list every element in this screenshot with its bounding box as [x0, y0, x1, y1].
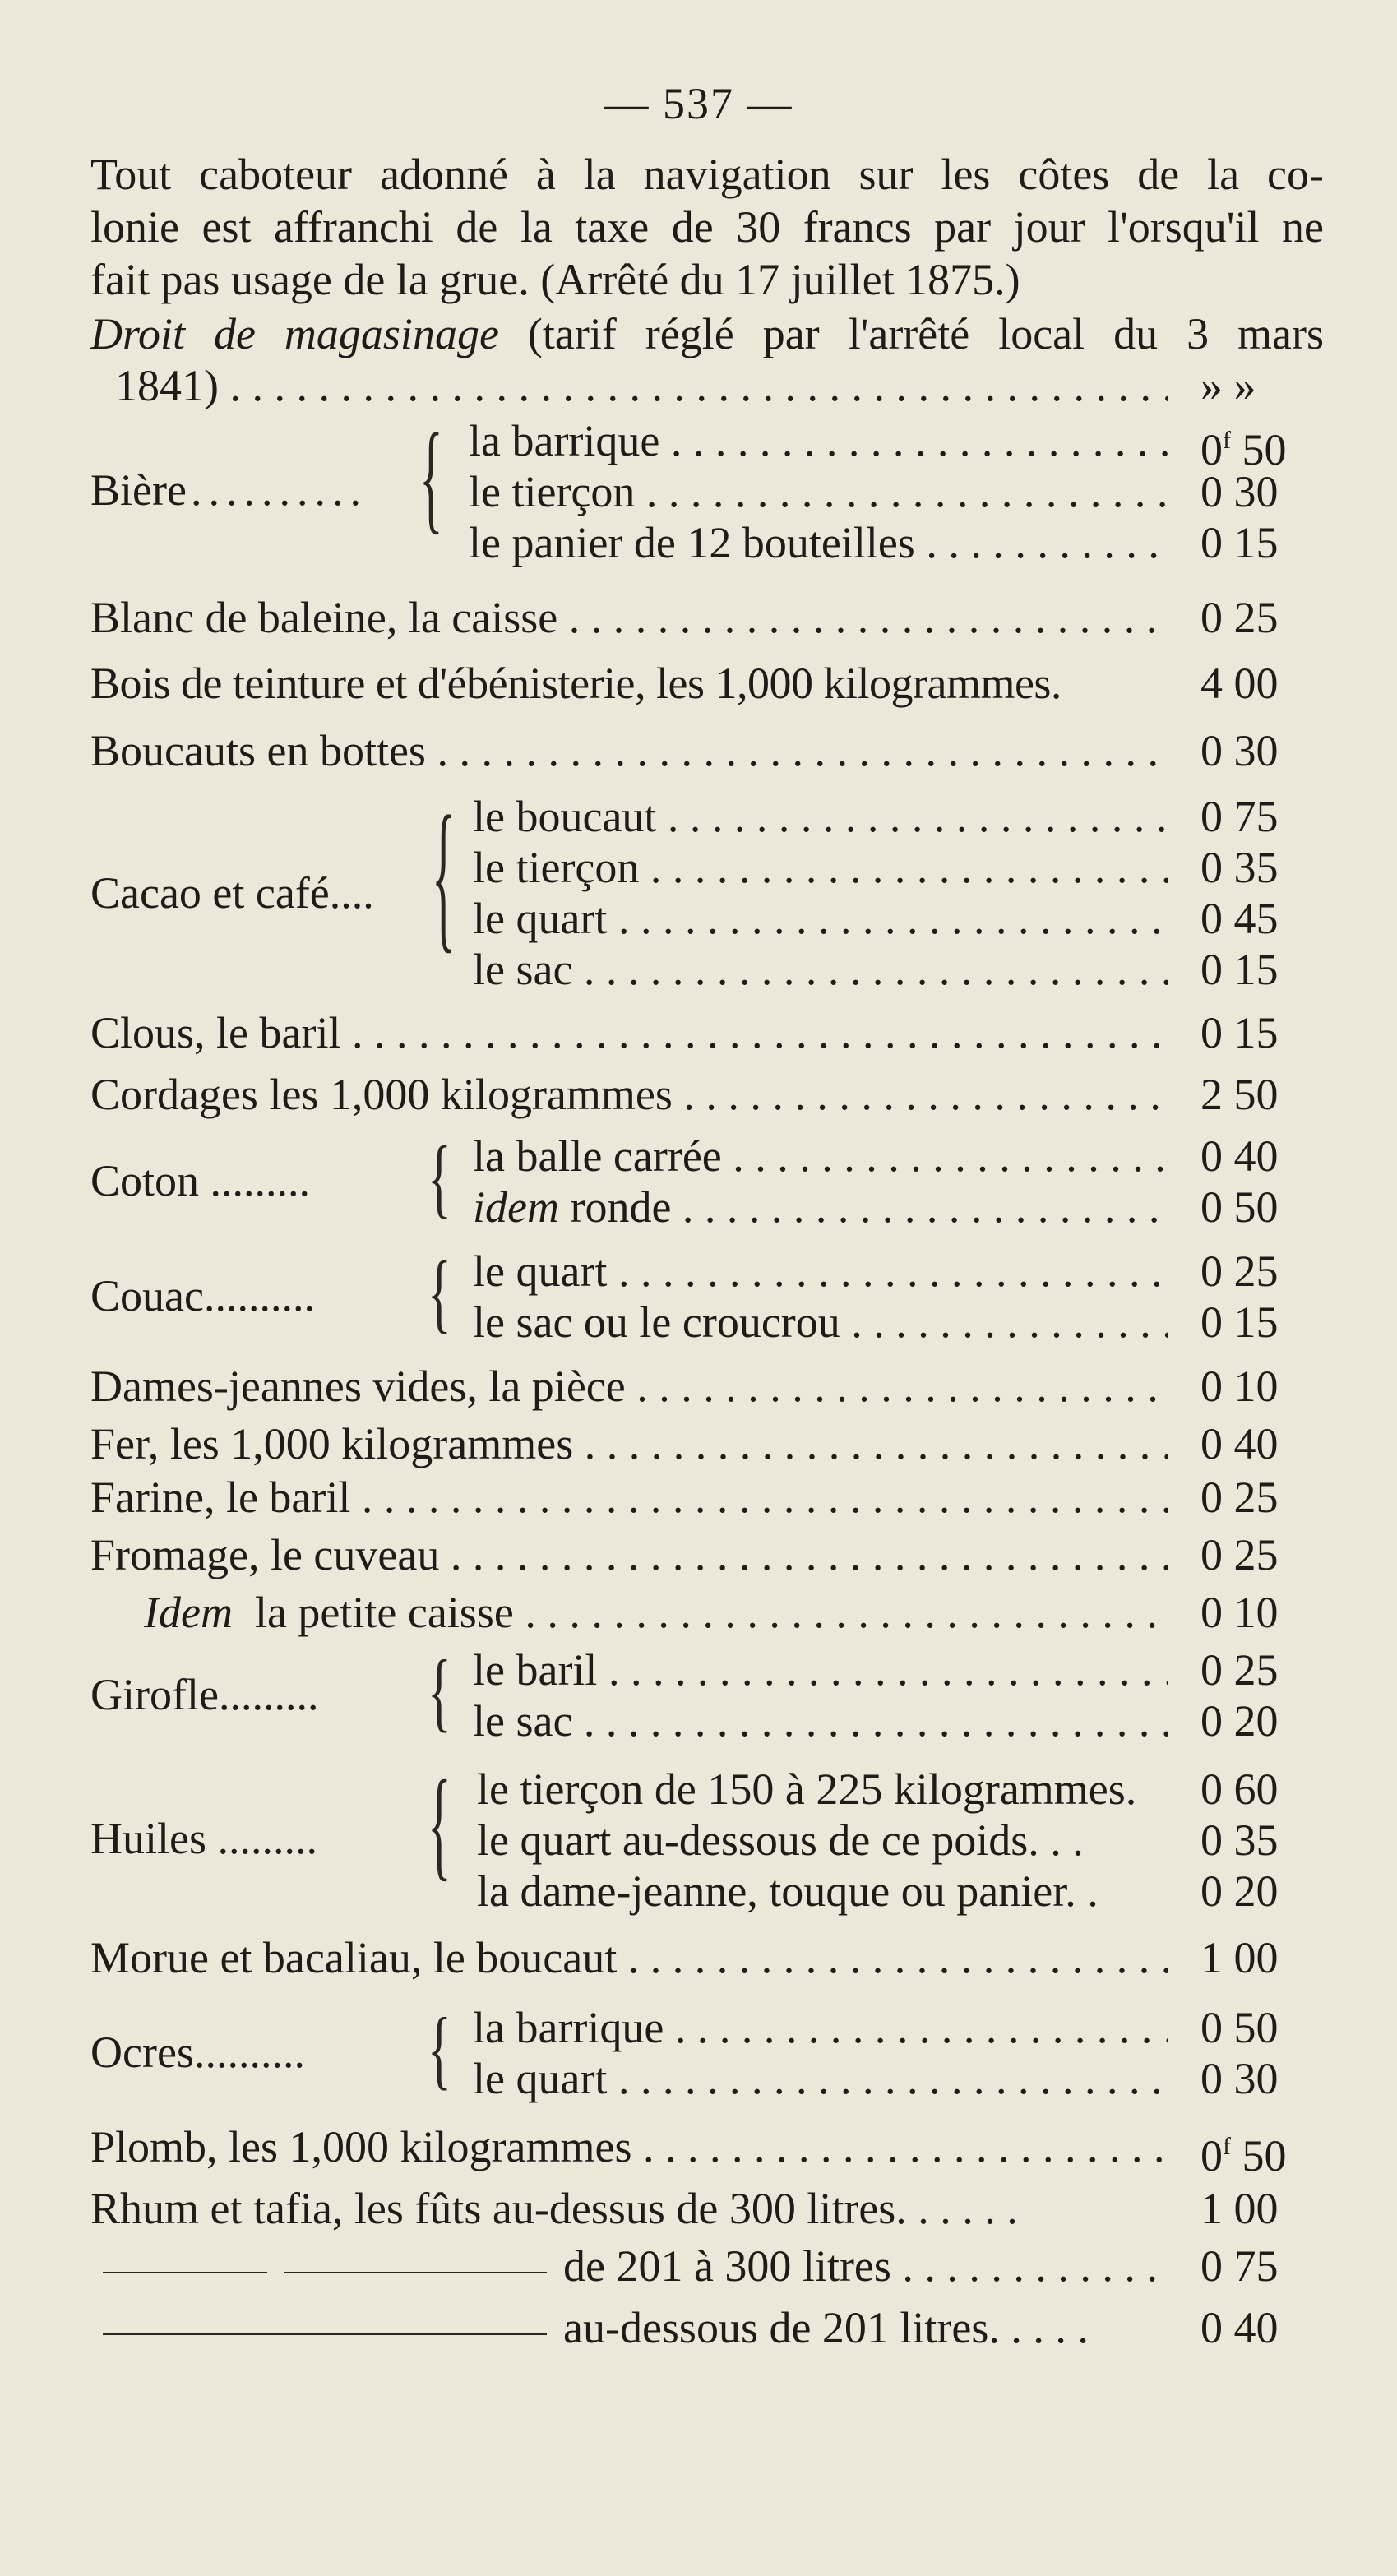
table-row [90, 1472, 1324, 1523]
item-label: le sac . . . [473, 1695, 1168, 1746]
amount: 2 50 [1200, 1070, 1279, 1119]
amount: 0 20 [1200, 1866, 1279, 1916]
droit-rest: (tarif réglé par l'arrêté local du 3 mars [527, 309, 1325, 358]
table-row [90, 2121, 1324, 2181]
table-row [90, 1764, 1324, 1815]
item-label: la balle carrée . . . [473, 1131, 1168, 1182]
intro-line: Tout caboteur adonné à la navigation sur les côtes de la co- [90, 150, 1324, 199]
amount: 0 25 [1200, 593, 1279, 642]
amount: 0 25 [1200, 1473, 1279, 1522]
item-label: Blanc de baleine, la caisse . . . [90, 592, 1168, 643]
amount: » » [1200, 361, 1256, 410]
amount: 0 15 [1200, 1297, 1279, 1347]
group-label-ocres: Ocres.......... [90, 2028, 305, 2077]
amount: 0 40 [1200, 2303, 1279, 2352]
brace: { [428, 2000, 451, 2098]
amount: 0$^f$ 50 [1200, 2131, 1287, 2181]
item-label: Dames-jeannes vides, la pièce . . . [90, 1361, 1168, 1412]
item-label: Plomb, les 1,000 kilogrammes . . . [90, 2121, 1168, 2172]
table-row [90, 1361, 1324, 1412]
item-label: le baril . . . [473, 1644, 1168, 1695]
ditto-rule [103, 2333, 547, 2335]
table-row [90, 2302, 1324, 2353]
table-row [90, 944, 1324, 995]
brace: { [428, 1243, 451, 1342]
amount: 0$^f$ 50 [1200, 425, 1287, 474]
table-row [90, 1815, 1324, 1866]
amount: 0 30 [1200, 467, 1279, 516]
intro-paragraph [90, 148, 1324, 306]
table-row [90, 1069, 1324, 1120]
group-label-girofle: Girofle......... [90, 1670, 319, 1719]
table-row [90, 658, 1324, 709]
table-row [90, 1007, 1324, 1058]
table-row [90, 2183, 1324, 2234]
table-row [90, 725, 1324, 776]
amount: 0 20 [1200, 1696, 1279, 1746]
amount: 0 75 [1200, 792, 1279, 841]
item-label: le sac . . . [473, 944, 1168, 995]
table-row [90, 1182, 1324, 1233]
item-label: Boucauts en bottes . . . [90, 725, 1168, 776]
amount: 0 25 [1200, 1246, 1279, 1296]
brace: { [419, 409, 443, 545]
amount: 1 00 [1200, 2184, 1279, 2233]
table-row [90, 517, 1324, 568]
amount: 0 35 [1200, 1815, 1279, 1865]
group-label-biere: Bière [90, 465, 187, 515]
item-label: le quart . . . [473, 2053, 1168, 2104]
item-label: Fromage, le cuveau . . . [90, 1529, 1168, 1580]
brace: { [432, 782, 456, 968]
amount: 0 40 [1200, 1131, 1279, 1181]
item-label: Idem la petite caisse . . . [144, 1587, 1168, 1638]
item-label: Bois de teinture et d'ébénisterie, les 1,000 kilogrammes. [90, 659, 1062, 708]
amount: 0 50 [1200, 1182, 1279, 1232]
table-row [90, 1695, 1324, 1746]
amount: 0 10 [1200, 1588, 1279, 1637]
item-label: le boucaut . . . [473, 791, 1168, 842]
table-row [90, 1529, 1324, 1580]
brace: { [428, 1642, 451, 1741]
amount: 0 35 [1200, 843, 1279, 892]
item-label: le quart . . . [473, 893, 1168, 944]
intro-line: fait pas usage de la grue. (Arrêté du 17 juillet 1875.) [90, 255, 1020, 304]
page-number: — 537 — [604, 79, 793, 128]
leader-dots: .......... [191, 465, 368, 515]
brace: { [428, 1755, 451, 1892]
table-row [90, 1932, 1324, 1983]
table-row [90, 791, 1324, 842]
table-row [90, 1418, 1324, 1469]
item-label: la dame-jeanne, touque ou panier. . [477, 1866, 1099, 1916]
droit-title: Droit de magasinage [90, 309, 499, 358]
item-label: le panier de 12 bouteilles . . . [469, 517, 1168, 568]
item-label: le quart . . . [473, 1246, 1168, 1297]
item-label: Farine, le baril . . . [90, 1472, 1168, 1523]
ditto-rule [103, 2272, 267, 2273]
table-row [90, 1644, 1324, 1695]
table-row [90, 2241, 1324, 2292]
group-label-couac: Couac.......... [90, 1271, 315, 1320]
item-label: idem ronde . . . [473, 1182, 1168, 1233]
item-label: Clous, le baril . . . [90, 1007, 1168, 1058]
droit-line2: 1841) . . . [115, 360, 1168, 411]
table-row [90, 2053, 1324, 2104]
amount: 0 15 [1200, 1008, 1279, 1057]
item-label: le quart au-dessous de ce poids. . . [477, 1815, 1084, 1865]
droit-heading [90, 308, 1324, 360]
table-row [90, 2002, 1324, 2053]
amount: 0 60 [1200, 1764, 1279, 1814]
table-row [90, 893, 1324, 944]
table-row [90, 1131, 1324, 1182]
table-row [90, 592, 1324, 643]
amount: 0 15 [1200, 945, 1279, 994]
amount: 0 10 [1200, 1362, 1279, 1411]
item-label: Fer, les 1,000 kilogrammes . . . [90, 1418, 1168, 1469]
item-label: le tierçon . . . [469, 466, 1168, 517]
table-row [90, 1866, 1324, 1917]
table-row [90, 1587, 1324, 1638]
item-label: de 201 à 300 litres . . . [563, 2241, 1168, 2292]
droit-row [90, 360, 1324, 411]
item-label: la barrique . . . [469, 415, 1168, 466]
group-label-coton: Coton ......... [90, 1156, 311, 1205]
item-label: au-dessous de 201 litres. . . . . [563, 2303, 1089, 2352]
item-label: Morue et bacaliau, le boucaut . . . [90, 1932, 1168, 1983]
brace: { [428, 1128, 451, 1227]
item-label: Rhum et tafia, les fûts au-dessus de 300 litres. . . . . . [90, 2184, 1018, 2233]
ditto-rule [284, 2272, 547, 2273]
table-row [90, 1246, 1324, 1297]
amount: 0 75 [1200, 2241, 1279, 2291]
intro-line: lonie est affranchi de la taxe de 30 francs par jour l'orsqu'il ne [90, 202, 1324, 252]
amount: 0 30 [1200, 2054, 1279, 2103]
group-label-cacao: Cacao et café.... [90, 868, 374, 918]
droit-line [90, 308, 1324, 360]
table-row [90, 466, 1324, 517]
amount: 0 50 [1200, 2003, 1279, 2052]
amount: 0 30 [1200, 726, 1279, 775]
item-label: le tierçon de 150 à 225 kilogrammes. [477, 1764, 1137, 1814]
amount: 0 25 [1200, 1645, 1279, 1695]
item-label: la barrique . . . [473, 2002, 1168, 2053]
group-label-huiles: Huiles ......... [90, 1814, 317, 1863]
item-label: Cordages les 1,000 kilogrammes . . . [90, 1069, 1168, 1120]
amount: 0 40 [1200, 1419, 1279, 1468]
item-label: le sac ou le croucrou . . . [473, 1297, 1168, 1348]
amount: 4 00 [1200, 659, 1279, 708]
amount: 1 00 [1200, 1933, 1279, 1982]
item-label: le tierçon . . . [473, 842, 1168, 893]
amount: 0 45 [1200, 894, 1279, 943]
amount: 0 15 [1200, 518, 1279, 567]
table-row [90, 415, 1324, 474]
amount: 0 25 [1200, 1530, 1279, 1579]
table-row [90, 842, 1324, 893]
table-row [90, 1297, 1324, 1348]
